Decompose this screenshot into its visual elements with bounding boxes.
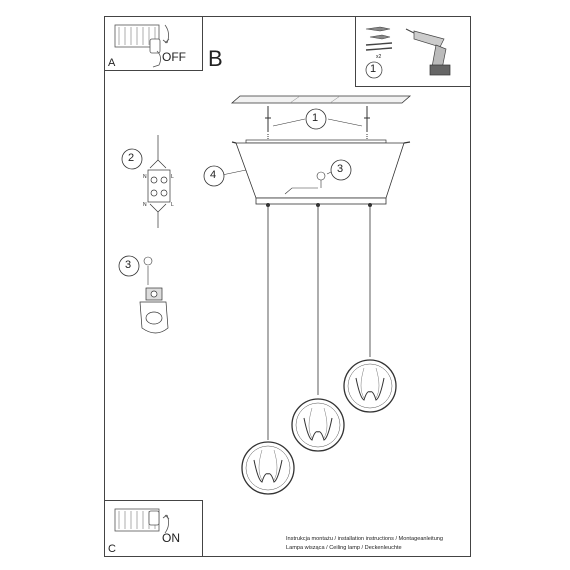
pendant-globe-middle xyxy=(292,399,344,451)
callout-4-label: 4 xyxy=(210,169,217,181)
ceiling-screw-left xyxy=(265,106,271,132)
lamp-base-plate xyxy=(256,198,386,204)
ceiling-screw-right xyxy=(364,106,370,132)
callout-1-label: 1 xyxy=(312,112,319,124)
switch-off-label: OFF xyxy=(162,50,186,64)
anchor-count: x2 xyxy=(376,54,382,60)
pendant-globe-right xyxy=(344,360,396,412)
callout-2-label: 2 xyxy=(128,152,135,164)
callout-3-canopy-label: 3 xyxy=(337,163,344,175)
panel-c-letter: C xyxy=(108,543,116,555)
pendant-globe-left xyxy=(242,442,294,494)
mounting-bracket xyxy=(246,140,386,143)
canopy xyxy=(236,143,404,198)
terminal-label-l-bottom: L xyxy=(171,202,174,208)
terminal-label-n-bottom: N xyxy=(143,202,147,208)
ground-clamp-detail xyxy=(140,288,168,333)
ground-symbol-icon xyxy=(144,257,152,265)
terminal-block-connector xyxy=(148,135,170,228)
tools-callout-number: 1 xyxy=(370,63,377,75)
ceiling-plate xyxy=(232,96,410,103)
section-b-letter: B xyxy=(208,46,223,71)
caption-line-2: Lampa wisząca / Ceiling lamp / Deckenleuchte xyxy=(286,545,402,551)
caption-line-1: Instrukcja montażu / installation instructions / Montageanleitung xyxy=(286,536,444,542)
terminal-label-l-top: L xyxy=(171,174,174,180)
terminal-label-n-top: N xyxy=(143,174,147,180)
switch-on-label: ON xyxy=(162,531,180,545)
switch-on-illustration xyxy=(105,501,204,558)
panel-a-letter: A xyxy=(108,57,116,69)
callout-3-detail-label: 3 xyxy=(125,259,132,271)
panel-c-switch-on xyxy=(104,500,203,557)
